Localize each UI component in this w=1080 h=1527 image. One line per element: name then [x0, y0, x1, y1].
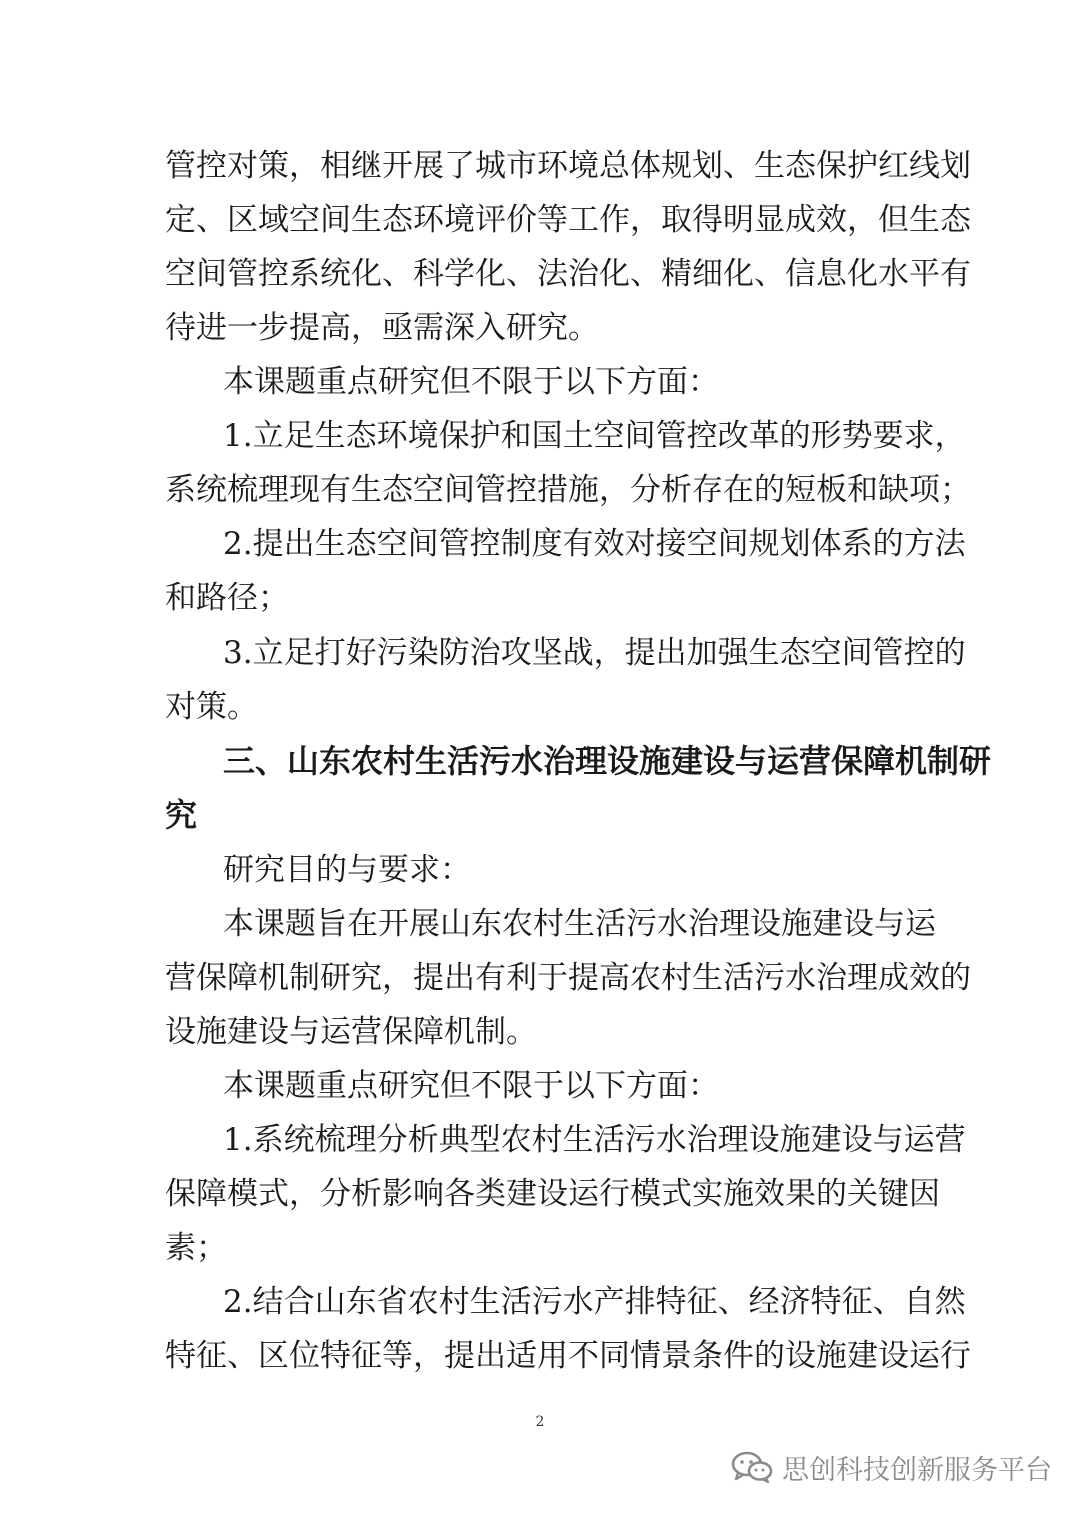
paragraph-line: 本课题旨在开展山东农村生活污水治理设施建设与运	[223, 906, 936, 942]
paragraph-line: 待进一步提高，亟需深入研究。	[165, 310, 599, 346]
list-item-continued: 素；	[165, 1230, 227, 1266]
subsection-label: 研究目的与要求：	[223, 852, 471, 888]
paragraph-line: 空间管控系统化、科学化、法治化、精细化、信息化水平有	[165, 256, 971, 292]
list-item: 2.结合山东省农村生活污水产排特征、经济特征、自然	[223, 1284, 966, 1320]
page-number: 2	[535, 1414, 545, 1430]
wechat-icon	[730, 1450, 774, 1484]
watermark-text: 思创科技创新服务平台	[782, 1454, 1052, 1486]
list-item-continued: 系统梳理现有生态空间管控措施，分析存在的短板和缺项；	[165, 472, 971, 508]
watermark	[730, 1447, 1052, 1487]
list-item: 1.立足生态环境保护和国土空间管控改革的形势要求，	[223, 418, 966, 454]
paragraph-line: 设施建设与运营保障机制。	[165, 1014, 537, 1050]
paragraph-line: 定、区域空间生态环境评价等工作，取得明显成效，但生态	[165, 202, 971, 238]
paragraph-line: 营保障机制研究，提出有利于提高农村生活污水治理成效的	[165, 960, 971, 996]
list-item-continued: 特征、区位特征等，提出适用不同情景条件的设施建设运行	[165, 1338, 971, 1374]
section-intro: 本课题重点研究但不限于以下方面：	[223, 364, 719, 400]
list-item: 2.提出生态空间管控制度有效对接空间规划体系的方法	[223, 526, 966, 562]
section-heading-continued: 究	[165, 796, 198, 834]
list-item-continued: 保障模式，分析影响各类建设运行模式实施效果的关键因	[165, 1176, 940, 1212]
section-intro: 本课题重点研究但不限于以下方面：	[223, 1068, 719, 1104]
paragraph-line: 管控对策，相继开展了城市环境总体规划、生态保护红线划	[165, 148, 971, 184]
list-item-continued: 对策。	[165, 689, 258, 725]
list-item-continued: 和路径；	[165, 580, 289, 616]
list-item: 3.立足打好污染防治攻坚战，提出加强生态空间管控的	[223, 635, 966, 671]
list-item: 1.系统梳理分析典型农村生活污水治理设施建设与运营	[223, 1122, 966, 1158]
section-heading: 三、山东农村生活污水治理设施建设与运营保障机制研	[223, 742, 992, 780]
